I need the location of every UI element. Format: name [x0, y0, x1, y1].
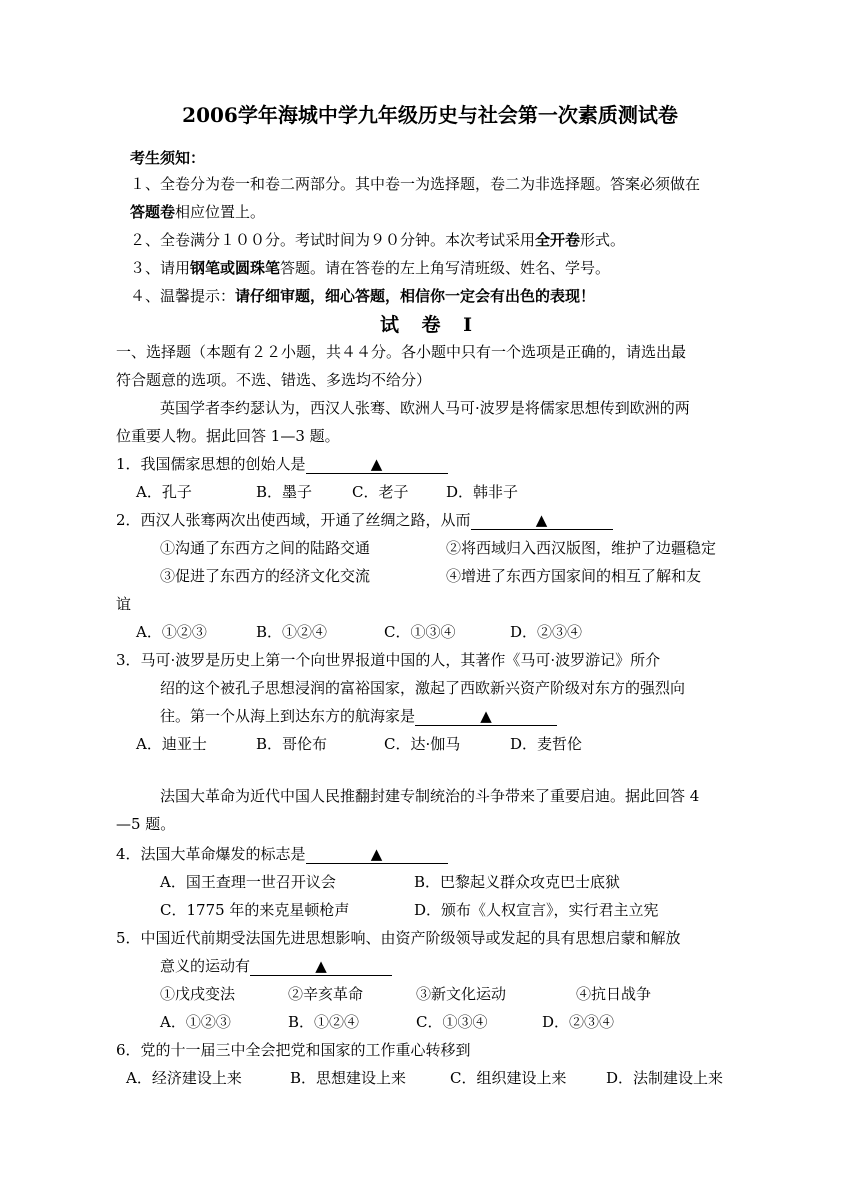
q2-option-a: A．①②③ [136, 623, 207, 641]
passage-1-line-1: 英国学者李约瑟认为，西汉人张骞、欧洲人马可·波罗是将儒家思想传到欧洲的两 [160, 399, 690, 417]
question-6-stem: 6．党的十一届三中全会把党和国家的工作重心转移到 [116, 1041, 471, 1059]
answer-blank: ▲ [471, 511, 613, 530]
passage-1-line-2: 位重要人物。据此回答 1—3 题。 [116, 427, 340, 445]
q4-option-a: A．国王查理一世召开议会 [160, 873, 336, 891]
question-2-stem [116, 510, 613, 530]
question-5-line-2 [160, 956, 392, 976]
q2-statement-3: ③促进了东西方的经济文化交流 [160, 567, 371, 585]
question-2-text: 2．西汉人张骞两次出使西域，开通了丝绸之路，从而 [116, 511, 471, 529]
part-intro-line-1: 一、选择题（本题有２２小题，共４４分。各小题中只有一个选项是正确的，请选出最 [116, 343, 687, 361]
q5-statement-2: ②辛亥革命 [288, 985, 364, 1003]
q5-option-c: C．①③④ [416, 1013, 488, 1031]
answer-blank: ▲ [306, 845, 448, 864]
q3-option-b: B．哥伦布 [256, 735, 328, 753]
notice-item-3-head: ３、请用 [130, 259, 191, 277]
answer-blank: ▲ [415, 707, 557, 726]
notice-heading: 考生须知： [130, 149, 206, 167]
notice-item-3-tail: 答题。请在答卷的左上角写清班级、姓名、学号。 [280, 259, 611, 277]
notice-item-3 [130, 258, 610, 278]
q6-option-d: D．法制建设上来 [606, 1069, 724, 1087]
q4-option-b: B．巴黎起义群众攻克巴士底狱 [414, 873, 621, 891]
passage-2-line-2: —5 题。 [116, 815, 176, 833]
tip-bold: 请仔细审题，细心答题，相信你一定会有出色的表现！ [235, 287, 596, 305]
question-3-line-2: 绍的这个被孔子思想浸润的富裕国家，激起了西欧新兴资产阶级对东方的强烈向 [160, 679, 686, 697]
q1-option-c: C．老子 [352, 483, 409, 501]
answer-blank: ▲ [306, 455, 448, 474]
q1-option-a: A．孔子 [136, 483, 192, 501]
q2-option-b: B．①②④ [256, 623, 328, 641]
section-title: 试 卷 Ⅰ [379, 314, 481, 336]
q2-statement-4-cont: 谊 [116, 595, 132, 613]
q5-statement-1: ①戊戌变法 [160, 985, 236, 1003]
question-5-text: 意义的运动有 [160, 957, 251, 975]
q6-option-b: B．思想建设上来 [290, 1069, 407, 1087]
exam-title: 2006学年海城中学九年级历史与社会第一次素质测试卷 [182, 103, 678, 127]
notice-item-2 [130, 230, 625, 250]
q6-option-c: C．组织建设上来 [450, 1069, 567, 1087]
notice-item-4 [130, 286, 595, 306]
q2-statement-4: ④增进了东西方国家间的相互了解和友 [446, 567, 702, 585]
open-book-bold: 全开卷 [535, 231, 581, 249]
question-4-text: 4．法国大革命爆发的标志是 [116, 845, 306, 863]
part-intro-line-2: 符合题意的选项。不选、错选、多选均不给分） [116, 371, 432, 389]
q2-option-c: C．①③④ [384, 623, 456, 641]
q2-option-d: D．②③④ [510, 623, 583, 641]
question-3-line-3 [160, 706, 557, 726]
q5-option-a: A．①②③ [160, 1013, 231, 1031]
notice-item-2-head: ２、全卷满分１００分。考试时间为９０分钟。本次考试采用 [130, 231, 536, 249]
passage-2-line-1: 法国大革命为近代中国人民推翻封建专制统治的斗争带来了重要启迪。据此回答 4 [160, 787, 700, 805]
pen-bold: 钢笔或圆珠笔 [190, 259, 281, 277]
question-5-line-1: 5．中国近代前期受法国先进思想影响、由资产阶级领导或发起的具有思想启蒙和解放 [116, 929, 681, 947]
answer-blank: ▲ [250, 957, 392, 976]
notice-item-1-cont [130, 202, 265, 222]
q2-statement-1: ①沟通了东西方之间的陆路交通 [160, 539, 371, 557]
q3-option-c: C．达·伽马 [384, 735, 461, 753]
question-1-stem [116, 454, 448, 474]
q5-statement-3: ③新文化运动 [416, 985, 507, 1003]
q4-option-d: D．颁布《人权宣言》，实行君主立宪 [414, 901, 659, 919]
notice-item-4-head: ４、温馨提示： [130, 287, 236, 305]
notice-item-1-tail: 相应位置上。 [175, 203, 266, 221]
q3-option-a: A．迪亚士 [136, 735, 207, 753]
question-3-line-1: 3．马可·波罗是历史上第一个向世界报道中国的人，其著作《马可·波罗游记》所介 [116, 651, 661, 669]
notice-item-2-tail: 形式。 [580, 231, 626, 249]
q5-option-d: D．②③④ [542, 1013, 615, 1031]
q5-statement-4: ④抗日战争 [576, 985, 652, 1003]
notice-item-1: １、全卷分为卷一和卷二两部分。其中卷一为选择题，卷二为非选择题。答案必须做在 [130, 175, 701, 193]
q3-option-d: D．麦哲伦 [510, 735, 583, 753]
q6-option-a: A．经济建设上来 [126, 1069, 242, 1087]
q4-option-c: C．1775 年的来克星顿枪声 [160, 901, 350, 919]
q1-option-b: B．墨子 [256, 483, 313, 501]
q5-option-b: B．①②④ [288, 1013, 360, 1031]
answer-sheet-bold: 答题卷 [130, 203, 176, 221]
question-1-text: 1．我国儒家思想的创始人是 [116, 455, 306, 473]
question-4-stem [116, 844, 448, 864]
q2-statement-2: ②将西域归入西汉版图，维护了边疆稳定 [446, 539, 717, 557]
question-3-text: 往。第一个从海上到达东方的航海家是 [160, 707, 416, 725]
q1-option-d: D．韩非子 [446, 483, 519, 501]
